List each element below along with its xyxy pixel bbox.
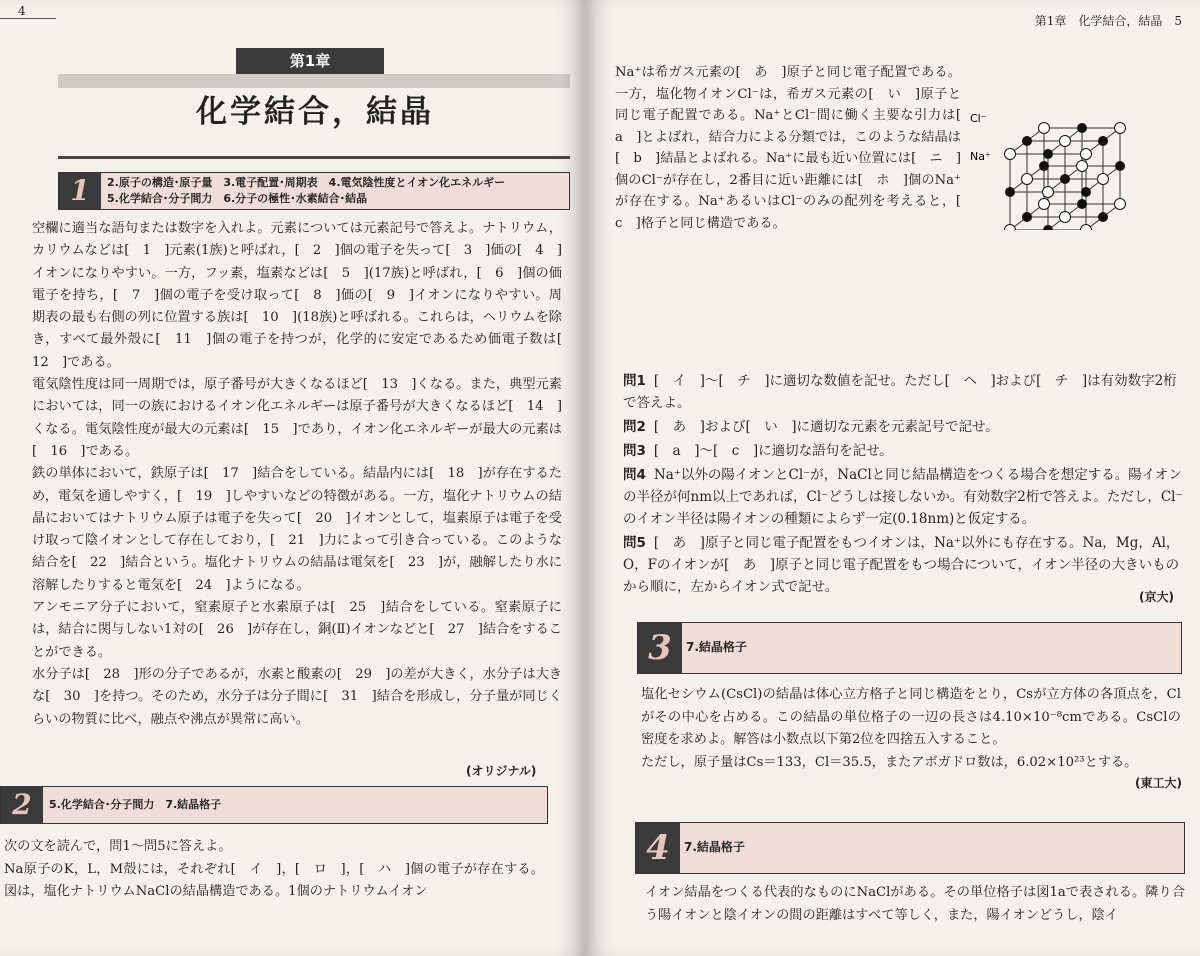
na-ion: [1023, 213, 1032, 222]
na-ion: [1082, 188, 1091, 197]
question-label: 問1: [623, 373, 646, 389]
running-head: 第1章 化学結合，結晶 5: [1034, 14, 1182, 28]
problem-4-body: イオン結晶をつくる代表的なものにNaClがある。その単位格子は図1aで表される。隣り合う陽イオンと陰イオンの間の距離はすべて等しく，また，陽イオンどうし，陰イ: [645, 885, 1185, 923]
cl-ion: [1022, 174, 1033, 185]
na-ion: [1078, 124, 1087, 133]
problem-1-tags-line2: 5.化学結合･分子間力 6.分子の極性･水素結合･結晶: [107, 192, 368, 205]
problem-1-source: (オリジナル): [466, 764, 537, 778]
problem-1-header: [58, 172, 570, 210]
problem-3-number: 3: [638, 622, 682, 674]
problem-2-number: 2: [1, 786, 43, 824]
left-page: [0, 0, 585, 956]
question-label: 問3: [623, 443, 646, 459]
label-na: Na⁺: [970, 150, 991, 163]
na-ion: [1116, 162, 1125, 171]
question-item: [623, 416, 1183, 438]
cl-ion: [1005, 225, 1016, 231]
cl-ion: [1081, 149, 1092, 160]
cl-ion: [1039, 123, 1050, 134]
problem-2-body: 次の文を読んで，問1～問5に答えよ。 Na原子のK，L，M殻には，それぞれ[ イ ]，[ ロ ]，[ ハ ]個の電子が存在する。図は，塩化ナトリウムNaClの結晶構造である。1個のナトリウムイオン: [4, 839, 544, 899]
nacl-crystal-svg: [970, 90, 1190, 230]
problem-3-header: [637, 622, 1182, 674]
cl-ion: [1043, 187, 1054, 198]
problem-4-number: 4: [636, 822, 680, 874]
na-ion: [1099, 213, 1108, 222]
question-text: [ イ ]～[ チ ]に適切な数値を記せ。ただし[ ヘ ]および[ チ ]は有効数字2桁で答えよ。: [623, 373, 1177, 411]
question-list: [623, 370, 1183, 598]
question-text: [ a ]～[ c ]に適切な語句を記せ。: [653, 443, 893, 459]
problem-1-number: 1: [59, 172, 101, 210]
cl-ion: [1115, 199, 1126, 210]
cl-ion: [1005, 149, 1016, 160]
question-text: Na⁺以外の陽イオンとCl⁻が，NaClと同じ結晶構造をつくる場合を想定する。陽イオンの半径が何nm以上であれば，Cl⁻どうしは接しないか。有効数字2桁で答えよ。ただし，Cl⁻のイオン半径は陽イオンの種類によらず一定(0.18nm)と仮定する。: [623, 467, 1183, 527]
problem-3-body: 塩化セシウム(CsCl)の結晶は体心立方格子と同じ構造をとり，Csが立方体の各頂点を，Clがその中心を占める。この結晶の単位格子の一辺の長さは4.10×10⁻⁸cmである。CsClの密度を求めよ。解答は小数点以下第2位を四捨五入すること。 ただし，原子量はCs＝133，Cl＝35.5，またアボガドロ数は，6.02×10²³とする。: [641, 687, 1181, 770]
problem-1-body: 空欄に適当な語句または数字を入れよ。元素については元素記号で答えよ。ナトリウム，カリウムなどは[ 1 ]元素(1族)と呼ばれ，[ 2 ]個の電子を失って[ 3 ]価の[ 4 ]イオンになりやすい。一方，フッ素，塩素などは[ 5 ](17族)と呼ばれ，[ 6 ]個の価電子を持ち，[ 7 ]個の電子を受け取って[ 8 ]価の[ 9 ]イオンになりやすい。周期表の最も右側の列に位置する族は[ 10 ](18族)と呼ばれる。これらは，ヘリウムを除き，すべて最外殻に[ 11 ]個の電子を持つが，化学的に安定であるため価電子数は[ 12 ]である。 電気陰性度は同一周期では，原子番号が大きくなるほど[ 13 ]くなる。また，典型元素においては，同一の族におけるイオン化エネルギーは原子番号が大きくなるほど[ 14 ]くなる。電気陰性度が最大の元素は[ 15 ]であり，イオン化エネルギーが最大の元素は[ 16 ]である。 鉄の単体において，鉄原子は[ 17 ]結合をしている。結晶内には[ 18 ]が存在するため，電気を通しやすく，[ 19 ]しやすいなどの特徴がある。一方，塩化ナトリウムの結晶においてはナトリウム原子は電子を失って[ 20 ]イオンとして，塩素原子は電子を受け取って陰イオンとして存在しており，[ 21 ]力によって引き合っている。このような結合を[ 22 ]結合という。塩化ナトリウムの結晶は電気を[ 23 ]が，融解したり水に溶解したりすると電気を[ 24 ]ようになる。 アンモニア分子において，窒素原子と水素原子は[ 25 ]結合をしている。窒素原子には，結合に関与しない1対の[ 26 ]が存在し，銅(Ⅱ)イオンなどと[ 27 ]結合をすることができる。 水分子は[ 28 ]形の分子であるが，水素と酸素の[ 29 ]の差が大きく，水分子は大きな[ 30 ]を持つ。そのため，水分子は分子間に[ 31 ]結合を形成し，分子量が同じくらいの物質に比べ，融点や沸点が異常に高い。: [32, 221, 562, 727]
na-ion: [1044, 150, 1053, 159]
na-ion: [1006, 188, 1015, 197]
na-ion: [1040, 162, 1049, 171]
na-ion: [1044, 226, 1053, 231]
cl-ion: [1081, 225, 1092, 231]
problem-1-tags-line1: 2.原子の構造･原子量 3.電子配置･周期表 4.電気陰性度とイオン化エネルギー: [107, 176, 506, 189]
problem-2-header: [0, 786, 548, 824]
problem-3-source: (東工大): [1135, 776, 1182, 790]
question-label: 問5: [623, 535, 646, 551]
cl-ion: [1060, 136, 1071, 147]
problem-2-cont-body: Na⁺は希ガス元素の[ あ ]原子と同じ電子配置である。一方，塩化物イオンCl⁻は，希ガス元素の[ い ]原子と同じ電子配置である。Na⁺とCl⁻間に働く主要な引力は[ a ]とよばれ，結合力による分類では，このような結晶は[ b ]結晶とよばれる。Na⁺に最も近い位置には[ ニ ]個のCl⁻が存在し，2番目に近い距離には[ ホ ]個のNa⁺が存在する。Na⁺あるいはCl⁻のみの配列を考えると，[ c ]格子と同じ構造である。: [615, 65, 961, 231]
na-ion: [1099, 137, 1108, 146]
question-text: [ あ ]原子と同じ電子配置をもつイオンは，Na⁺以外にも存在する。Na，Mg，Al，O，Fのイオンが[ あ ]原子と同じ電子配置をもつ場合について，イオン半径の大きいものから順に，左からイオン式で記せ。: [623, 535, 1180, 595]
na-ion: [1023, 137, 1032, 146]
question-item: [623, 440, 1183, 462]
cl-ion: [1098, 174, 1109, 185]
problem-2-source: (京大): [1139, 590, 1174, 604]
cl-ion: [1060, 212, 1071, 223]
problem-4-tags: 7.結晶格子: [684, 840, 745, 854]
cl-ion: [1039, 199, 1050, 210]
na-ion: [1078, 200, 1087, 209]
question-item: [623, 532, 1183, 598]
chapter-rule: [58, 156, 570, 159]
chapter-label: 第1章: [236, 48, 384, 74]
question-item: [623, 464, 1183, 530]
question-label: 問2: [623, 419, 646, 435]
cl-ion: [1115, 123, 1126, 134]
page-number-left: 4: [18, 4, 26, 18]
question-item: [623, 370, 1183, 414]
nacl-crystal-figure: [970, 90, 1190, 234]
problem-2-tags: 5.化学結合･分子間力 7.結晶格子: [49, 798, 222, 811]
na-ion: [1061, 175, 1070, 184]
problem-1-tags: [107, 175, 563, 207]
label-cl: Cl⁻: [970, 112, 987, 125]
question-text: [ あ ]および[ い ]に適切な元素を元素記号で記せ。: [653, 419, 999, 435]
problem-3-tags: 7.結晶格子: [686, 640, 747, 654]
chapter-title: 化学結合，結晶: [196, 94, 434, 130]
question-label: 問4: [623, 467, 646, 483]
problem-4-header: [635, 822, 1185, 874]
cl-ion: [1077, 161, 1088, 172]
